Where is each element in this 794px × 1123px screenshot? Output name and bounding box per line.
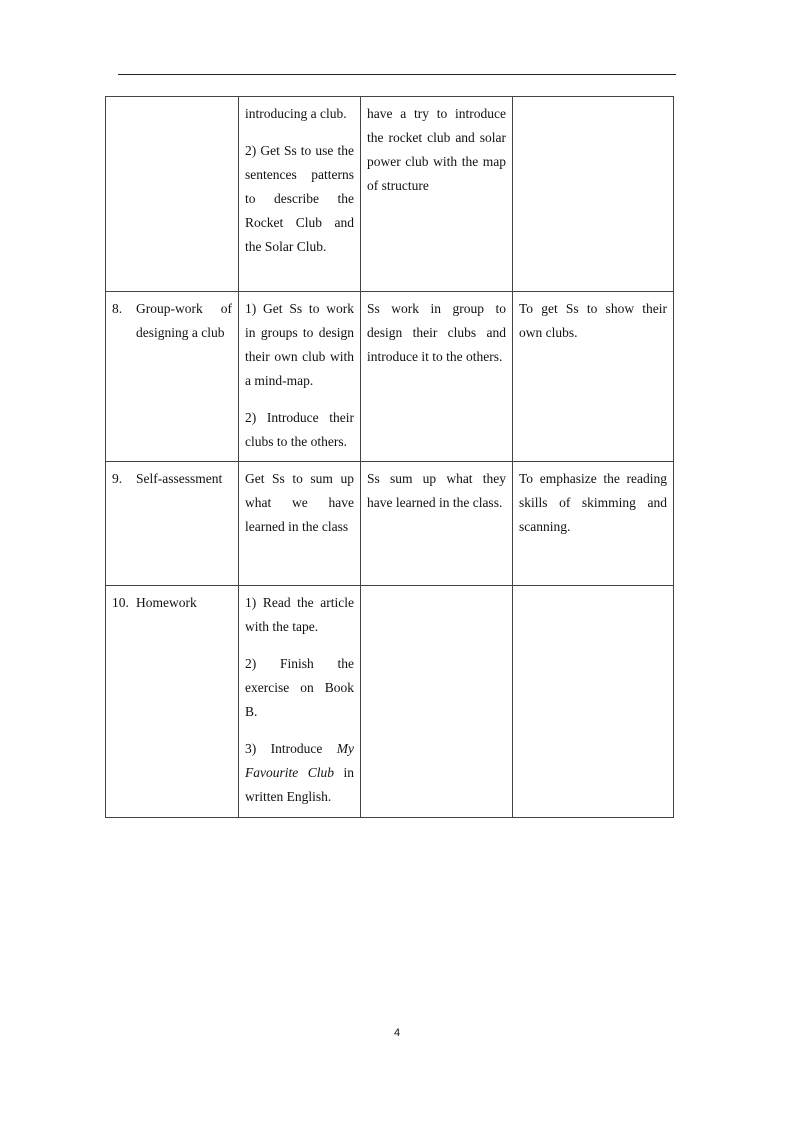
teacher-activity-text: 1) Get Ss to work in groups to design their own club with a mind-map. xyxy=(245,301,354,388)
page-number: 4 xyxy=(393,1027,401,1039)
step-cell xyxy=(106,586,239,818)
student-activity-text: Ss work in group to design their clubs and introduce it to the others. xyxy=(367,301,506,364)
teacher-activity-text: 2) Introduce their clubs to the others. xyxy=(245,410,354,449)
student-activity-text: Ss sum up what they have learned in the class. xyxy=(367,471,506,510)
teacher-activity-text: Get Ss to sum up what we have learned in the class xyxy=(245,471,354,534)
step-cell xyxy=(106,292,239,462)
teacher-activity-cell xyxy=(239,586,361,818)
table-row xyxy=(106,97,674,292)
table-row xyxy=(106,586,674,818)
purpose-cell xyxy=(513,586,674,818)
step-cell xyxy=(106,97,239,292)
student-activity-cell xyxy=(361,292,513,462)
purpose-cell xyxy=(513,97,674,292)
student-activity-cell xyxy=(361,462,513,586)
teacher-activity-suffix: in written English. xyxy=(245,765,354,804)
table-row xyxy=(106,292,674,462)
table-row xyxy=(106,462,674,586)
purpose-text: To emphasize the reading skills of skimming and scanning. xyxy=(519,471,667,534)
teacher-activity-text: 1) Read the article with the tape. xyxy=(245,595,354,634)
purpose-cell xyxy=(513,292,674,462)
student-activity-cell xyxy=(361,97,513,292)
teacher-activity-prefix: 3) Introduce xyxy=(245,741,337,756)
step-cell xyxy=(106,462,239,586)
step-number: 8. xyxy=(112,301,123,316)
teacher-activity-text: 2) Get Ss to use the sentences patterns to describe the Rocket Club and the Solar Club. xyxy=(245,143,354,254)
teacher-activity-cell xyxy=(239,462,361,586)
teacher-activity-cell xyxy=(239,292,361,462)
purpose-text: To get Ss to show their own clubs. xyxy=(519,301,667,340)
teacher-activity-text: introducing a club. xyxy=(245,106,347,121)
header-rule xyxy=(118,74,676,75)
teacher-activity-text: 2) Finish the exercise on Book B. xyxy=(245,656,354,719)
teacher-activity-text xyxy=(245,737,354,809)
student-activity-cell xyxy=(361,586,513,818)
purpose-cell xyxy=(513,462,674,586)
lesson-plan-table xyxy=(105,96,674,818)
step-title: Self-assessment xyxy=(136,471,223,486)
student-activity-text: have a try to introduce the rocket club and solar power club with the map of structure xyxy=(367,106,506,193)
step-title: Homework xyxy=(136,595,197,610)
club-title-italic: My Favourite Club xyxy=(245,741,354,780)
step-title: Group-work of designing a club xyxy=(136,301,232,340)
step-number: 10. xyxy=(112,595,129,610)
teacher-activity-cell xyxy=(239,97,361,292)
step-number: 9. xyxy=(112,471,123,486)
